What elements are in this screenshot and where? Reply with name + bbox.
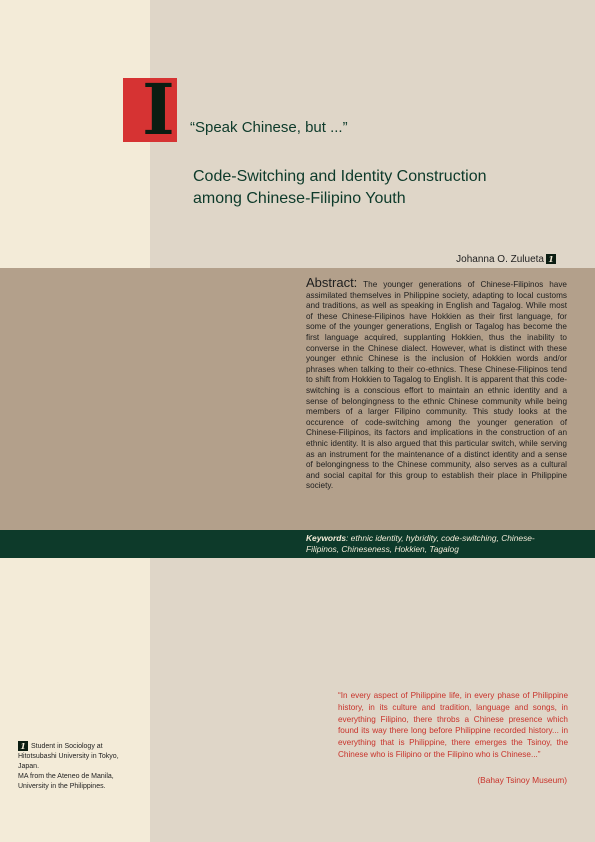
abstract-text: The younger generations of Chinese-Filipinos have assimilated themselves in Philippine society, adapting to local customs and traditions, as well as speaking in English and Tagalog. While most of these Chinese-Filipinos have Hokkien as their first language, for some of the younger generations, English or Tagalog has become the first language acquired, supplanting Hokkien, thus the inability to converse in the Chinese dialect. However, what is distinct with these younger ethnic Chinese is the inclusion of Hokkien words and/or phrases when talking to their co-ethnics. These Chinese-Filipinos tend to shift from Hokkien to Tagalog to English. It is apparent that this code-switching is a conscious effort to maintain an ethnic identity and a sense of belongingness to the ethnic Chinese community while being members of a larger Filipino community. This study looks at the occurence of code-switching among the younger generation of Chinese-Filipinos, its factors and implications in the construction of an ethnic identity. It is also argued that this particular switch, while serving as an instrument for the maintenance of a distinct identity and a sense of belongingness to the Chinese community, also serves as a cultural and social capital for this group to establish their place in Philippine society.	[306, 280, 567, 491]
abstract-label: Abstract:	[306, 275, 358, 290]
footnote-marker[interactable]: 1	[546, 254, 556, 264]
keywords-label: Keywords	[306, 533, 347, 543]
drop-cap-letter: I	[142, 68, 175, 151]
abstract	[306, 275, 567, 492]
quote-title: “Speak Chinese, but ...”	[190, 119, 348, 136]
page-title	[193, 166, 553, 210]
footnote-text-1: Student in Sociology at Hitotsubashi University in Tokyo, Japan.	[18, 742, 119, 770]
author-line	[380, 254, 556, 266]
footnote-number: 1	[18, 741, 28, 751]
epigraph-source: (Bahay Tsinoy Museum)	[477, 775, 567, 785]
title-line-1: Code-Switching and Identity Construction	[193, 168, 487, 185]
keywords	[306, 533, 566, 555]
footnote-line-1	[18, 741, 120, 772]
keywords-text: : ethnic identity, hybridity, code-switching, Chinese-Filipinos, Chineseness, Hokkien, Tagalog	[306, 533, 535, 554]
footnote-text-2: MA from the Ateneo de Manila, University in the Philippines.	[18, 772, 114, 790]
footnote	[18, 741, 120, 792]
author-name: Johanna O. Zulueta	[456, 254, 544, 265]
title-line-2: among Chinese-Filipino Youth	[193, 190, 406, 207]
epigraph-quote: “In every aspect of Philippine life, in every phase of Philippine history, in its culture and tradition, language and songs, in everything Filipino, there throbs a Chinese presence which found its way there long before Philippine recorded history... in everything that is Philippine, there emerges the Tsinoy, the Chinese who is Filipino or the Filipino who is Chinese...”	[338, 691, 568, 759]
